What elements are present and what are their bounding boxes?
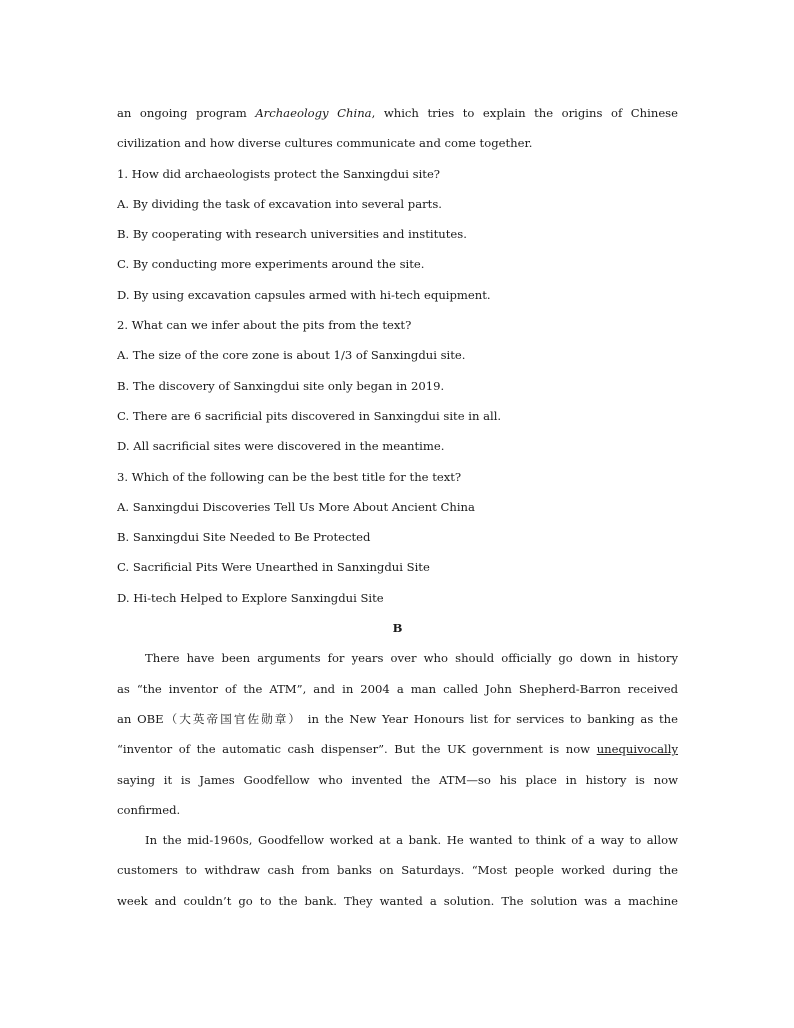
- document-page: [117, 98, 678, 916]
- question-1-option-c: C. By conducting more experiments around the site.: [117, 257, 425, 272]
- passage-b-p1-line-4: [117, 734, 678, 764]
- passage-b-p2-line-1: In the mid-1960s, Goodfellow worked at a bank. He wanted to think of a way to allow: [145, 833, 678, 848]
- text-span: an ongoing program: [117, 106, 256, 120]
- underlined-word: unequivocally: [596, 742, 678, 757]
- question-1-option-b: B. By cooperating with research universities and institutes.: [117, 227, 467, 242]
- passage-b-p1-line-6: confirmed.: [117, 802, 181, 817]
- passage-b-p2-line-2: customers to withdraw cash from banks on Saturdays. “Most people worked during the: [117, 863, 678, 878]
- text-span: , which tries to explain the origins of Chinese: [371, 106, 678, 120]
- passage-b-p1-line-3: an OBE（大英帝国官佐勋章） in the New Year Honours list for services to banking as the: [117, 711, 678, 726]
- question-2-option-a: A. The size of the core zone is about 1/3 of Sanxingdui site.: [117, 348, 466, 363]
- passage-b-p2-line-3: week and couldn’t go to the bank. They wanted a solution. The solution was a machine: [117, 893, 678, 908]
- question-3-option-c: C. Sacrificial Pits Were Unearthed in Sanxingdui Site: [117, 560, 430, 575]
- passage-a-line-2: civilization and how diverse cultures communicate and come together.: [117, 136, 533, 151]
- program-title-italic: Archaeology China: [255, 106, 372, 120]
- question-2-option-b: B. The discovery of Sanxingdui site only began in 2019.: [117, 378, 445, 393]
- passage-b-p1-line-5: saying it is James Goodfellow who invented the ATM—so his place in history is now: [117, 772, 678, 787]
- question-1-option-a: A. By dividing the task of excavation into several parts.: [117, 196, 442, 211]
- question-3-option-d: D. Hi-tech Helped to Explore Sanxingdui Site: [117, 590, 384, 605]
- section-heading-b: B: [392, 621, 403, 636]
- text-span: “inventor of the automatic cash dispenser”. But the UK government is now: [117, 742, 597, 757]
- question-3-option-b: B. Sanxingdui Site Needed to Be Protected: [117, 530, 371, 545]
- question-1-option-d: D. By using excavation capsules armed with hi-tech equipment.: [117, 287, 491, 302]
- question-2-option-c: C. There are 6 sacrificial pits discovered in Sanxingdui site in all.: [117, 408, 502, 423]
- passage-a-line-1: [117, 98, 678, 128]
- passage-b-p1-line-2: as “the inventor of the ATM”, and in 2004 a man called John Shepherd-Barron received: [117, 681, 678, 696]
- passage-b-p1-line-1: There have been arguments for years over who should officially go down in history: [145, 651, 678, 666]
- question-3-stem: 3. Which of the following can be the best title for the text?: [117, 469, 462, 484]
- question-2-option-d: D. All sacrificial sites were discovered in the meantime.: [117, 439, 445, 454]
- question-1-stem: 1. How did archaeologists protect the Sanxingdui site?: [117, 166, 441, 181]
- question-2-stem: 2. What can we infer about the pits from the text?: [117, 318, 412, 333]
- question-3-option-a: A. Sanxingdui Discoveries Tell Us More About Ancient China: [117, 499, 475, 514]
